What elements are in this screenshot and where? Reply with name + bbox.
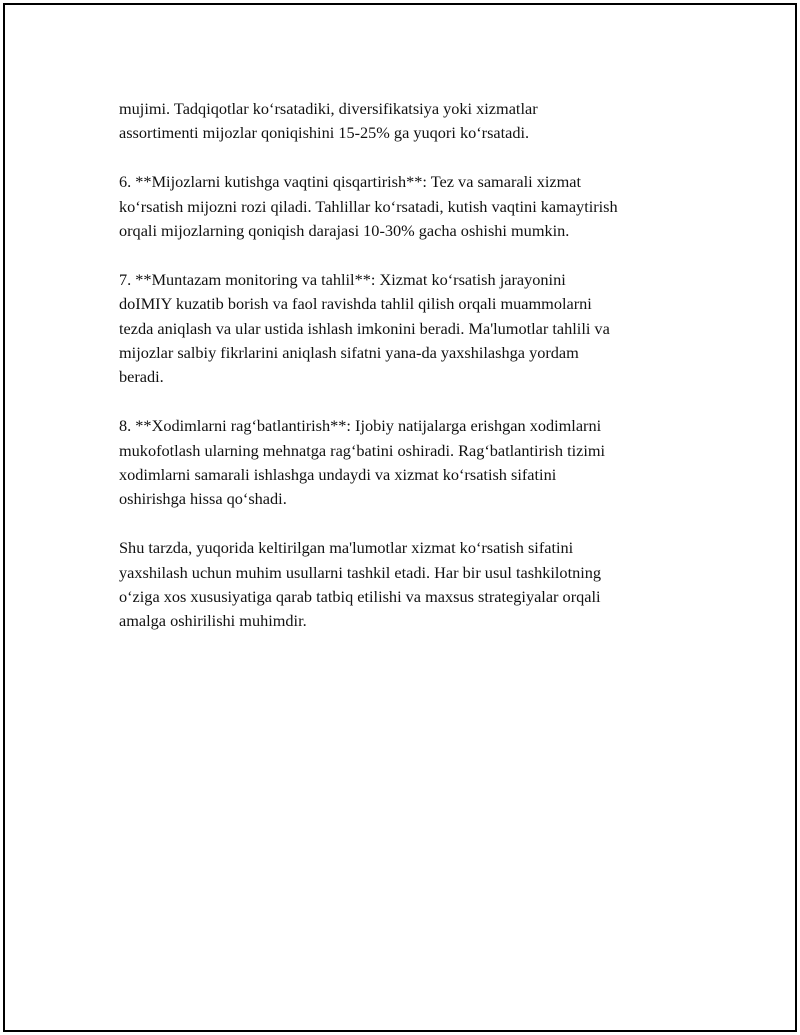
paragraph-conclusion [119, 536, 719, 634]
text-line: 6. **Mijozlarni kutishga vaqtini qisqartirish**: Tez va samarali xizmat [119, 172, 582, 192]
document-body [119, 97, 719, 658]
paragraph-item-6 [119, 170, 719, 243]
text-line: mijozlar salbiy fikrlarini aniqlash sifatni yana-da yaxshilashga yordam [119, 343, 579, 363]
text-line: doIMIY kuzatib borish va faol ravishda tahlil qilish orqali muammolarni [119, 294, 592, 314]
text-line: ko‘rsatish mijozni rozi qiladi. Tahlillar ko‘rsatadi, kutish vaqtini kamaytirish [119, 196, 618, 216]
text-line: tezda aniqlash va ular ustida ishlash imkonini beradi. Ma'lumotlar tahlili va [119, 318, 610, 338]
text-line: Shu tarzda, yuqorida keltirilgan ma'lumotlar xizmat ko‘rsatish sifatini [119, 538, 574, 558]
document-page [3, 3, 797, 1032]
text-line: assortimenti mijozlar qoniqishini 15-25% ga yuqori ko‘rsatadi. [119, 123, 530, 143]
text-line: o‘ziga xos xususiyatiga qarab tatbiq etilishi va maxsus strategiyalar orqali [119, 587, 601, 607]
text-line: mukofotlash ularning mehnatga rag‘batini oshiradi. Rag‘batlantirish tizimi [119, 440, 606, 460]
text-line: 8. **Xodimlarni rag‘batlantirish**: Ijobiy natijalarga erishgan xodimlarni [119, 416, 602, 436]
text-line: oshirishga hissa qo‘shadi. [119, 489, 287, 509]
text-line: orqali mijozlarning qoniqish darajasi 10-30% gacha oshishi mumkin. [119, 221, 570, 241]
text-line: beradi. [119, 367, 164, 387]
text-line: mujimi. Tadqiqotlar ko‘rsatadiki, diversifikatsiya yoki xizmatlar [119, 99, 538, 118]
paragraph-intro-continuation [119, 97, 719, 146]
text-line: 7. **Muntazam monitoring va tahlil**: Xizmat ko‘rsatish jarayonini [119, 269, 566, 289]
text-line: yaxshilash uchun muhim usullarni tashkil etadi. Har bir usul tashkilotning [119, 562, 602, 582]
paragraph-item-8 [119, 414, 719, 512]
text-line: xodimlarni samarali ishlashga undaydi va xizmat ko‘rsatish sifatini [119, 465, 557, 485]
text-line: amalga oshirilishi muhimdir. [119, 611, 307, 631]
paragraph-item-7 [119, 268, 719, 390]
